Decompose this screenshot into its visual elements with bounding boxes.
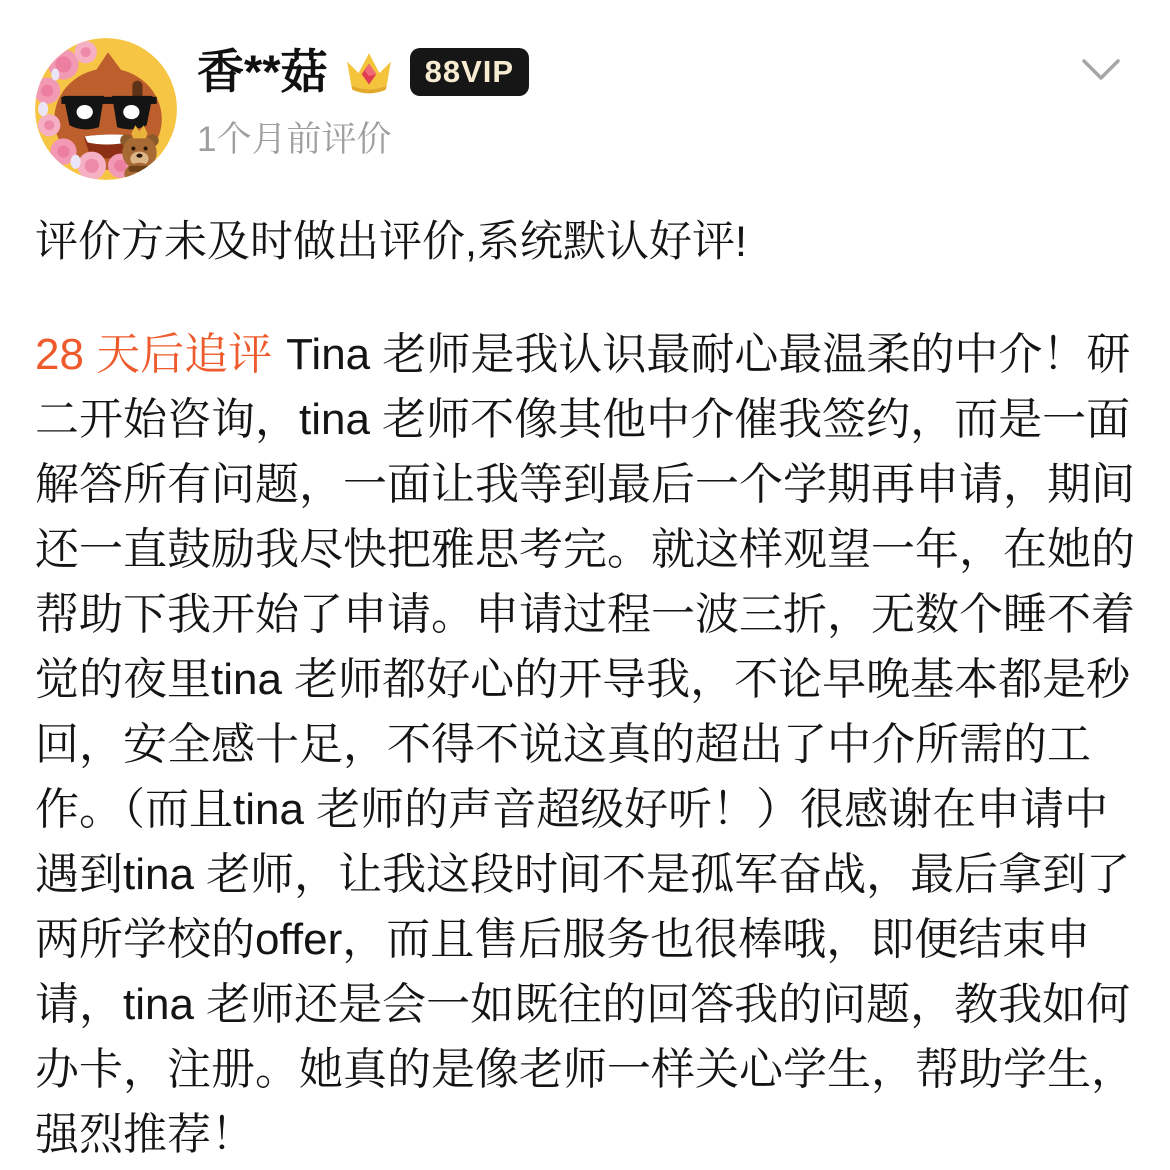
- followup-label: 28 天后追评: [35, 330, 273, 379]
- review-timestamp: 1个月前评价: [197, 119, 392, 159]
- review-header: [35, 38, 1135, 180]
- avatar-illustration: [35, 38, 177, 180]
- followup-text: Tina 老师是我认识最耐心最温柔的中介！研二开始咨询，tina 老师不像其他中介催我签约，而是一面解答所有问题，一面让我等到最后一个学期再申请，期间还一直鼓励我尽快把雅思考完。就这样观望一年，在她的帮助下我开始了申请。申请过程一波三折，无数个睡不着觉的夜里tina 老师都好心的开导我，不论早晚基本都是秒回，安全感十足，不得不说这真的超出了中介所需的工作。（而且tina 老师的声音超级好听！）很感谢在申请中遇到tina 老师，让我这段时间不是孤军奋战，最后拿到了两所学校的offer，而且售后服务也很棒哦，即便结束申请，tina 老师还是会一如既往的回答我的问题，教我如何办卡，注册。她真的是像老师一样关心学生，帮助学生，强烈推荐！: [35, 330, 1135, 1159]
- collapse-review-button[interactable]: [1075, 52, 1127, 91]
- system-default-note: 评价方未及时做出评价,系统默认好评!: [35, 218, 747, 266]
- crown-icon: [344, 49, 394, 95]
- chevron-down-icon: [1081, 58, 1121, 82]
- username: 香**菇: [197, 45, 328, 98]
- avatar: [35, 38, 177, 180]
- header-main: [197, 38, 1075, 162]
- vip-badge: 88VIP: [410, 48, 529, 96]
- name-row: [197, 46, 1075, 98]
- followup-paragraph: [35, 322, 1135, 1167]
